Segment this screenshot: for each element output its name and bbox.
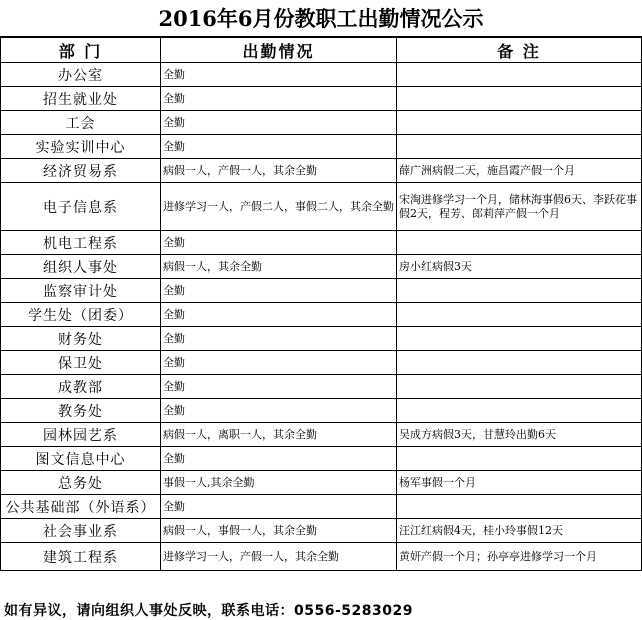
- table-row: [1, 327, 642, 351]
- remarks-cell: 吴成方病假3天，甘慧玲出勤6天: [397, 423, 642, 447]
- remarks-cell: 薛广洲病假二天，施昌霞产假一个月: [397, 159, 642, 183]
- attendance-cell: 全勤: [161, 279, 397, 303]
- remarks-cell: [397, 375, 642, 399]
- attendance-cell: 进修学习一人，产假一人，其余全勤: [161, 543, 397, 571]
- remarks-cell: [397, 495, 642, 519]
- table-row: [1, 87, 642, 111]
- dept-cell: 监察审计处: [1, 279, 161, 303]
- attendance-cell: 病假一人，事假一人，其余全勤: [161, 519, 397, 543]
- attendance-cell: 全勤: [161, 87, 397, 111]
- table-row: [1, 423, 642, 447]
- attendance-cell: 全勤: [161, 111, 397, 135]
- attendance-cell: 全勤: [161, 303, 397, 327]
- dept-cell: 机电工程系: [1, 231, 161, 255]
- remarks-cell: [397, 399, 642, 423]
- attendance-cell: 全勤: [161, 231, 397, 255]
- attendance-cell: 病假一人，离职一人，其余全勤: [161, 423, 397, 447]
- table-row: [1, 159, 642, 183]
- dept-cell: 总务处: [1, 471, 161, 495]
- remarks-cell: [397, 63, 642, 87]
- attendance-cell: 全勤: [161, 327, 397, 351]
- dept-cell: 工会: [1, 111, 161, 135]
- table-row: [1, 399, 642, 423]
- table-row: [1, 351, 642, 375]
- dept-cell: 成教部: [1, 375, 161, 399]
- table-row: [1, 543, 642, 571]
- attendance-cell: 病假一人，其余全勤: [161, 255, 397, 279]
- table-row: [1, 63, 642, 87]
- dept-cell: 建筑工程系: [1, 543, 161, 571]
- header-attendance: 出勤情况: [161, 38, 397, 63]
- remarks-cell: 杨军事假一个月: [397, 471, 642, 495]
- attendance-cell: 进修学习一人，产假二人，事假二人，其余全勤: [161, 183, 397, 231]
- dept-cell: 教务处: [1, 399, 161, 423]
- dept-cell: 园林园艺系: [1, 423, 161, 447]
- dept-cell: 组织人事处: [1, 255, 161, 279]
- table-row: [1, 231, 642, 255]
- dept-cell: 实验实训中心: [1, 135, 161, 159]
- attendance-cell: 全勤: [161, 495, 397, 519]
- dept-cell: 保卫处: [1, 351, 161, 375]
- footer-note: 如有异议，请向组织人事处反映，联系电话：0556-5283029: [4, 603, 413, 619]
- table-row: [1, 183, 642, 231]
- dept-cell: 办公室: [1, 63, 161, 87]
- dept-cell: 公共基础部（外语系）: [1, 495, 161, 519]
- remarks-cell: 宋淘进修学习一个月，储林海事假6天、李跃花事假2天，程芳、郎莉萍产假一个月: [397, 183, 642, 231]
- remarks-cell: [397, 327, 642, 351]
- attendance-cell: 全勤: [161, 447, 397, 471]
- table-row: [1, 279, 642, 303]
- table-row: [1, 135, 642, 159]
- remarks-cell: 黄妍产假一个月；孙亭亭进修学习一个月: [397, 543, 642, 571]
- attendance-cell: 病假一人，产假一人，其余全勤: [161, 159, 397, 183]
- table-row: [1, 471, 642, 495]
- remarks-cell: [397, 351, 642, 375]
- header-dept: 部 门: [1, 38, 161, 63]
- table-row: [1, 495, 642, 519]
- header-remarks: 备 注: [397, 38, 642, 63]
- remarks-cell: [397, 447, 642, 471]
- dept-cell: 图文信息中心: [1, 447, 161, 471]
- dept-cell: 社会事业系: [1, 519, 161, 543]
- table-row: [1, 303, 642, 327]
- sheet-title: 2016年6月份教职工出勤情况公示: [0, 0, 642, 37]
- table-row: [1, 375, 642, 399]
- remarks-cell: [397, 111, 642, 135]
- table-row: [1, 519, 642, 543]
- table-row: [1, 447, 642, 471]
- dept-cell: 经济贸易系: [1, 159, 161, 183]
- remarks-cell: 汪江红病假4天，桂小玲事假12天: [397, 519, 642, 543]
- table-body: [1, 63, 642, 571]
- dept-cell: 招生就业处: [1, 87, 161, 111]
- attendance-cell: 全勤: [161, 351, 397, 375]
- attendance-cell: 全勤: [161, 399, 397, 423]
- remarks-cell: [397, 87, 642, 111]
- attendance-cell: 事假一人,其余全勤: [161, 471, 397, 495]
- remarks-cell: 房小红病假3天: [397, 255, 642, 279]
- remarks-cell: [397, 135, 642, 159]
- remarks-cell: [397, 231, 642, 255]
- attendance-cell: 全勤: [161, 135, 397, 159]
- attendance-table: [0, 37, 642, 571]
- dept-cell: 电子信息系: [1, 183, 161, 231]
- table-row: [1, 111, 642, 135]
- dept-cell: 财务处: [1, 327, 161, 351]
- remarks-cell: [397, 303, 642, 327]
- header-row: [1, 38, 642, 63]
- attendance-cell: 全勤: [161, 375, 397, 399]
- dept-cell: 学生处（团委）: [1, 303, 161, 327]
- attendance-cell: 全勤: [161, 63, 397, 87]
- table-row: [1, 255, 642, 279]
- remarks-cell: [397, 279, 642, 303]
